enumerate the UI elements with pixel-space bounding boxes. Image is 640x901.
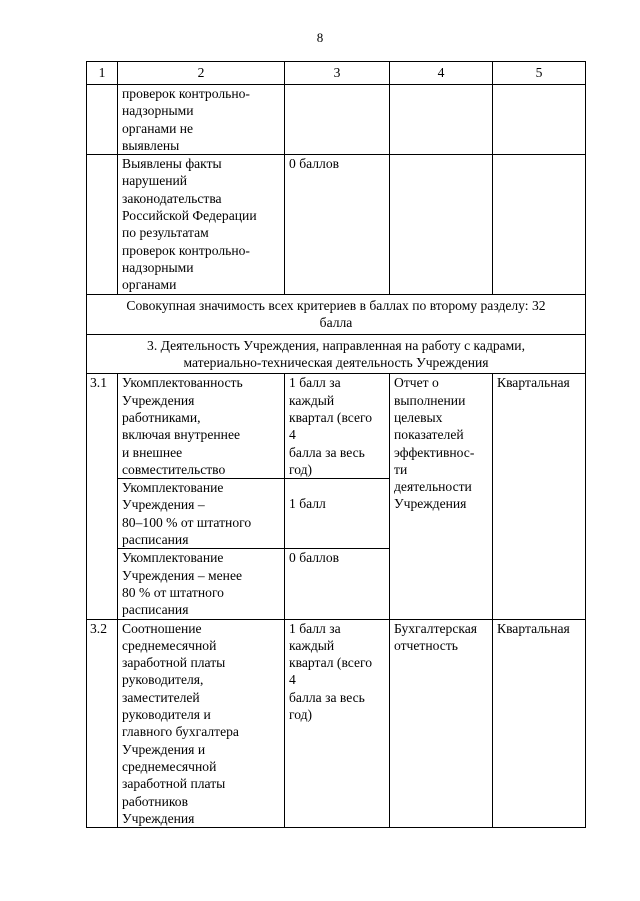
points-text: 0 баллов xyxy=(289,156,340,172)
num-cell: 3.1 xyxy=(87,374,118,619)
criterion-text: Выявлены факты нарушений законодательства Российской Федерации по результатам проверок контрольно- надзорными органами xyxy=(122,156,257,293)
num-cell xyxy=(87,85,118,155)
points-cell xyxy=(285,374,390,479)
source-cell xyxy=(390,85,493,155)
table-header-row xyxy=(87,62,586,85)
criterion-text: Укомплектование Учреждения – менее 80 % от штатного расписания xyxy=(122,550,243,618)
points-cell xyxy=(285,479,390,549)
points-cell xyxy=(285,155,390,295)
source-cell xyxy=(390,374,493,619)
source-cell xyxy=(390,155,493,295)
table-row xyxy=(87,155,586,295)
criterion-text: Укомплектованность Учреждения работниками, включая внутреннее и внешнее совместительство xyxy=(122,375,243,477)
period-cell xyxy=(493,155,586,295)
column-header: 4 xyxy=(390,62,493,85)
criterion-cell xyxy=(118,374,285,479)
period-cell xyxy=(493,85,586,155)
period-cell xyxy=(493,374,586,619)
criterion-cell xyxy=(118,479,285,549)
column-header: 3 xyxy=(285,62,390,85)
points-text: 1 балл за каждый квартал (всего 4 балла за весь год) xyxy=(289,620,373,723)
source-text: Отчет о выполнении целевых показателей эффективнос- ти деятельности Учреждения xyxy=(394,375,475,512)
source-text: Бухгалтерская отчетность xyxy=(394,620,478,653)
total-row xyxy=(87,295,586,335)
column-header: 1 xyxy=(87,62,118,85)
period-text: Квартальная xyxy=(497,620,570,636)
total-text: Совокупная значимость всех критериев в баллах по второму разделу: 32 балла xyxy=(126,298,546,331)
criterion-cell xyxy=(118,549,285,619)
section-heading-cell xyxy=(87,334,586,374)
section-heading-row xyxy=(87,334,586,374)
table-row xyxy=(87,374,586,479)
points-cell xyxy=(285,85,390,155)
num-cell xyxy=(87,155,118,295)
points-text: 0 баллов xyxy=(289,550,340,566)
points-cell xyxy=(285,619,390,828)
table-row xyxy=(87,85,586,155)
criterion-cell xyxy=(118,155,285,295)
column-header: 5 xyxy=(493,62,586,85)
total-cell xyxy=(87,295,586,335)
points-text: 1 балл за каждый квартал (всего 4 балла за весь год) xyxy=(289,375,373,477)
points-text: 1 балл xyxy=(289,496,326,512)
period-cell xyxy=(493,619,586,828)
table-row xyxy=(87,619,586,828)
criterion-cell xyxy=(118,619,285,828)
criterion-text: проверок контрольно- надзорными органами не выявлены xyxy=(122,86,250,153)
column-header: 2 xyxy=(118,62,285,85)
criterion-text: Соотношение среднемесячной заработной платы руководителя, заместителей руководителя и главного бухгалтера Учреждения и среднемесячной заработной платы работников Учреждения xyxy=(122,620,239,826)
criteria-table xyxy=(86,61,586,828)
page-number: 8 xyxy=(316,30,324,45)
num-cell: 3.2 xyxy=(87,619,118,828)
source-cell xyxy=(390,619,493,828)
criterion-text: Укомплектование Учреждения – 80–100 % от штатного расписания xyxy=(122,480,252,548)
period-text: Квартальная xyxy=(497,375,570,391)
criterion-cell xyxy=(118,85,285,155)
points-cell xyxy=(285,549,390,619)
section-heading-text: 3. Деятельность Учреждения, направленная на работу с кадрами, материально-техническая деятельность Учреждения xyxy=(147,337,525,371)
